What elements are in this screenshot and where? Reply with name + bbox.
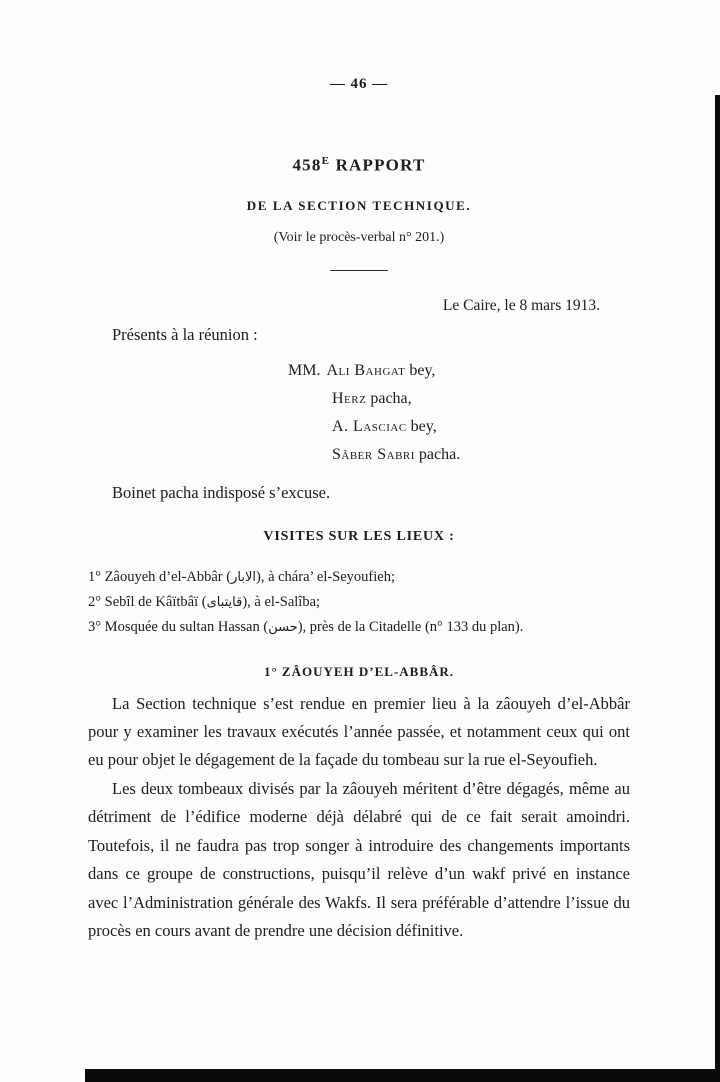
divider-rule bbox=[330, 270, 388, 271]
presents-label: Présents à la réunion : bbox=[112, 324, 258, 344]
attendee-title: pacha, bbox=[370, 389, 412, 407]
visit-item-text: 2° Sebîl de Kâïtbâï ( bbox=[88, 593, 207, 610]
body-paragraph: La Section technique s’est rendue en premier lieu à la zâouyeh d’el-Abbâr pour y examiner les travaux exécutés l’année passée, et notamment ceux qui ont eu pour objet le dégagement de la façade du tombeau sur la rue el-Seyoufieh. bbox=[88, 693, 630, 770]
attendee-row bbox=[288, 357, 630, 385]
report-title-word: RAPPORT bbox=[335, 155, 426, 175]
arabic-text: قايتباى bbox=[206, 594, 243, 610]
scan-edge-right bbox=[715, 95, 720, 1082]
attendees-prefix: MM. bbox=[288, 361, 321, 379]
arabic-text: حسن bbox=[268, 619, 298, 635]
attendee-name: Herz bbox=[332, 389, 367, 407]
visit-item-text: 1° Zâouyeh d’el-Abbâr ( bbox=[88, 568, 232, 585]
section-heading: 1° ZÂOUYEH D’EL-ABBÂR. bbox=[263, 663, 455, 679]
attendee-title: bey, bbox=[410, 417, 437, 435]
body-paragraph: Les deux tombeaux divisés par la zâouyeh méritent d’être dégagés, même au détriment de l’édifice moderne déjà délabré qui de ce fait serait amoindri. Toutefois, il ne faudra pas trop songer à introduire des changements importants dans ce groupe de constructions, puisqu’il relève d’un wakf privé en instance avec l’Administration générale des Wakfs. Il sera préférable d’attendre l’issue du procès en cours avant de prendre une décision définitive. bbox=[88, 778, 630, 940]
attendees-list bbox=[288, 357, 630, 469]
dateline: Le Caire, le 8 mars 1913. bbox=[442, 296, 600, 314]
visites-list bbox=[88, 565, 630, 640]
visites-heading: VISITES SUR LES LIEUX : bbox=[263, 528, 455, 544]
report-subtitle: DE LA SECTION TECHNIQUE. bbox=[246, 197, 472, 213]
attendee-title: pacha. bbox=[418, 445, 461, 463]
attendee-row bbox=[288, 441, 630, 469]
report-title-ordinal: E bbox=[321, 155, 331, 167]
visit-item bbox=[88, 565, 630, 590]
visit-item-text: 3° Mosquée du sultan Hassan ( bbox=[88, 618, 269, 635]
visit-item-text: ), à chára’ el-Seyoufieh; bbox=[255, 568, 396, 585]
page-number: — 46 — bbox=[329, 76, 389, 92]
visit-item bbox=[88, 590, 630, 615]
excuse-line: Boinet pacha indisposé s’excuse. bbox=[112, 482, 331, 502]
attendee-title: bey, bbox=[409, 361, 436, 379]
arabic-text: الابار bbox=[231, 569, 256, 585]
attendee-row bbox=[288, 413, 630, 441]
attendee-name: Ali Bahgat bbox=[326, 361, 406, 379]
visit-item bbox=[88, 615, 630, 640]
attendee-row bbox=[288, 385, 630, 413]
report-title bbox=[88, 155, 630, 176]
report-title-number: 458 bbox=[292, 155, 322, 175]
proces-verbal-reference: (Voir le procès-verbal n° 201.) bbox=[273, 229, 445, 245]
visit-item-text: ), à el-Salîba; bbox=[242, 593, 321, 610]
page-content bbox=[88, 0, 630, 945]
attendee-name: A. Lasciac bbox=[332, 417, 407, 435]
scan-edge-bottom bbox=[85, 1069, 720, 1082]
attendee-name: Sâber Sabri bbox=[332, 445, 415, 463]
visit-item-text: ), près de la Citadelle (n° 133 du plan). bbox=[297, 618, 524, 635]
